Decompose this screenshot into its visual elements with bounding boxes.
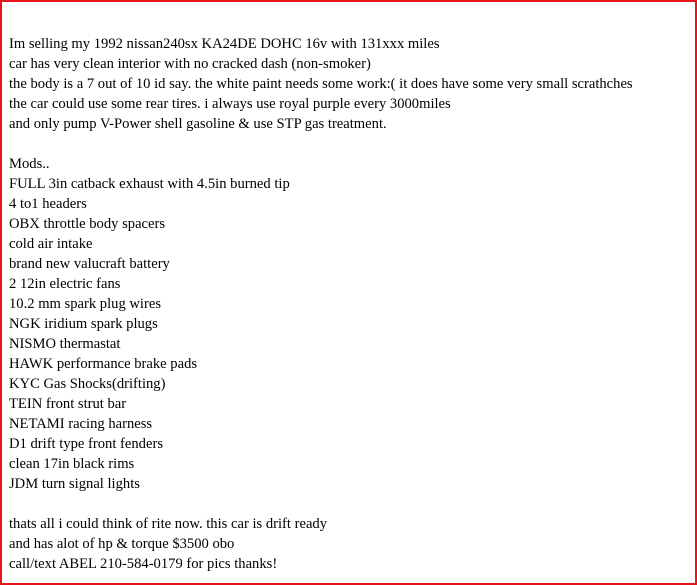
mod-item: TEIN front strut bar: [9, 396, 127, 412]
mod-item: NETAMI racing harness: [9, 416, 153, 432]
mod-item: OBX throttle body spacers: [9, 216, 166, 232]
mod-item: 10.2 mm spark plug wires: [9, 296, 162, 312]
intro-line: Im selling my 1992 nissan240sx KA24DE DOHC 16v with 131xxx miles: [9, 36, 440, 52]
mod-item: D1 drift type front fenders: [9, 436, 163, 452]
intro-line: the body is a 7 out of 10 id say. the white paint needs some work:( it does have some very small scrathches: [9, 76, 633, 92]
mod-item: 2 12in electric fans: [9, 276, 121, 292]
paragraph-gap: [9, 134, 689, 154]
intro-line: car has very clean interior with no cracked dash (non-smoker): [9, 56, 371, 72]
intro-line: the car could use some rear tires. i always use royal purple every 3000miles: [9, 96, 451, 112]
mod-item: 4 to1 headers: [9, 196, 87, 212]
mod-item: clean 17in black rims: [9, 456, 135, 472]
mod-item: FULL 3in catback exhaust with 4.5in burned tip: [9, 176, 290, 192]
closing-line: call/text ABEL 210-584-0179 for pics thanks!: [9, 556, 278, 572]
mod-item: NGK iridium spark plugs: [9, 316, 158, 332]
post-body: [9, 34, 689, 574]
mod-item: cold air intake: [9, 236, 93, 252]
mod-item: brand new valucraft battery: [9, 256, 170, 272]
mod-item: JDM turn signal lights: [9, 476, 140, 492]
closing-line: thats all i could think of rite now. this car is drift ready: [9, 516, 328, 532]
mod-item: HAWK performance brake pads: [9, 356, 198, 372]
mods-heading: Mods..: [9, 156, 50, 172]
paragraph-gap: [9, 494, 689, 514]
intro-line: and only pump V-Power shell gasoline & use STP gas treatment.: [9, 116, 387, 132]
mod-item: NISMO thermastat: [9, 336, 121, 352]
mod-item: KYC Gas Shocks(drifting): [9, 376, 166, 392]
closing-line: and has alot of hp & torque $3500 obo: [9, 536, 235, 552]
